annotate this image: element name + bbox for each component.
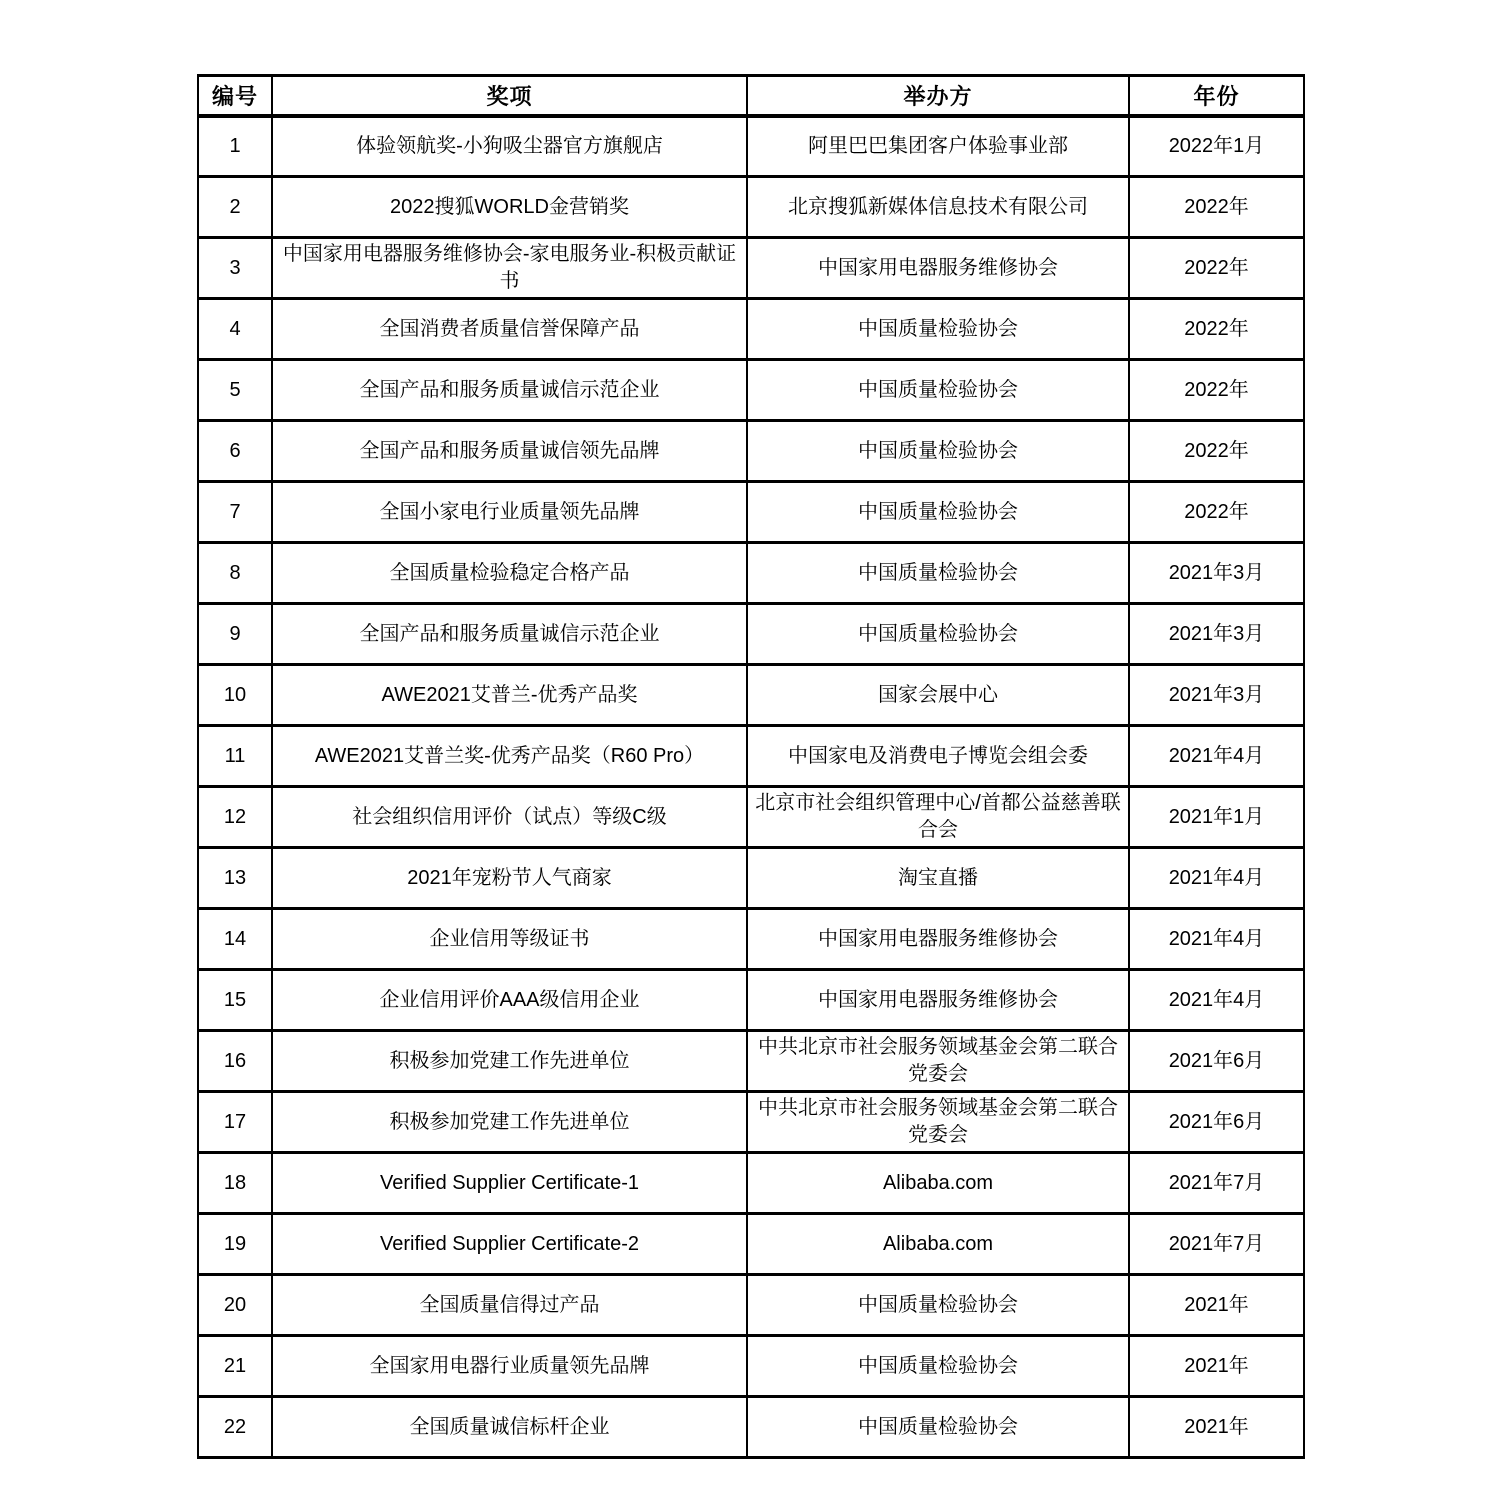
year-cell: 2022年 bbox=[1129, 360, 1304, 421]
award-cell: 积极参加党建工作先进单位 bbox=[272, 1092, 747, 1153]
row-number-cell: 13 bbox=[198, 848, 272, 909]
table-row bbox=[198, 1275, 1304, 1336]
row-number-cell: 16 bbox=[198, 1031, 272, 1092]
table-row bbox=[198, 1336, 1304, 1397]
table-row bbox=[198, 848, 1304, 909]
organizer-cell: 北京搜狐新媒体信息技术有限公司 bbox=[747, 177, 1129, 238]
award-cell: 全国消费者质量信誉保障产品 bbox=[272, 299, 747, 360]
organizer-cell: Alibaba.com bbox=[747, 1214, 1129, 1275]
award-cell: 全国产品和服务质量诚信示范企业 bbox=[272, 360, 747, 421]
year-cell: 2021年6月 bbox=[1129, 1092, 1304, 1153]
award-cell: AWE2021艾普兰奖-优秀产品奖（R60 Pro） bbox=[272, 726, 747, 787]
table-row bbox=[198, 177, 1304, 238]
row-number-cell: 20 bbox=[198, 1275, 272, 1336]
row-number-cell: 2 bbox=[198, 177, 272, 238]
header-row bbox=[198, 76, 1304, 116]
organizer-cell: 国家会展中心 bbox=[747, 665, 1129, 726]
table-row bbox=[198, 238, 1304, 299]
row-number-cell: 18 bbox=[198, 1153, 272, 1214]
table-row bbox=[198, 787, 1304, 848]
row-number-cell: 11 bbox=[198, 726, 272, 787]
award-cell: 积极参加党建工作先进单位 bbox=[272, 1031, 747, 1092]
year-cell: 2021年 bbox=[1129, 1275, 1304, 1336]
table-row bbox=[198, 421, 1304, 482]
table-row bbox=[198, 1031, 1304, 1092]
header-cell-award: 奖项 bbox=[272, 76, 747, 116]
row-number-cell: 10 bbox=[198, 665, 272, 726]
header-cell-organizer: 举办方 bbox=[747, 76, 1129, 116]
award-cell: AWE2021艾普兰-优秀产品奖 bbox=[272, 665, 747, 726]
award-cell: 企业信用评价AAA级信用企业 bbox=[272, 970, 747, 1031]
award-cell: 体验领航奖-小狗吸尘器官方旗舰店 bbox=[272, 116, 747, 177]
year-cell: 2022年1月 bbox=[1129, 116, 1304, 177]
award-cell: Verified Supplier Certificate-2 bbox=[272, 1214, 747, 1275]
award-cell: Verified Supplier Certificate-1 bbox=[272, 1153, 747, 1214]
table-row bbox=[198, 360, 1304, 421]
year-cell: 2021年4月 bbox=[1129, 848, 1304, 909]
table-row bbox=[198, 726, 1304, 787]
row-number-cell: 15 bbox=[198, 970, 272, 1031]
organizer-cell: 中国质量检验协会 bbox=[747, 1275, 1129, 1336]
organizer-cell: 中国质量检验协会 bbox=[747, 1336, 1129, 1397]
row-number-cell: 12 bbox=[198, 787, 272, 848]
award-cell: 全国质量诚信标杆企业 bbox=[272, 1397, 747, 1458]
row-number-cell: 7 bbox=[198, 482, 272, 543]
row-number-cell: 21 bbox=[198, 1336, 272, 1397]
year-cell: 2021年3月 bbox=[1129, 543, 1304, 604]
row-number-cell: 3 bbox=[198, 238, 272, 299]
table-row bbox=[198, 299, 1304, 360]
year-cell: 2021年7月 bbox=[1129, 1214, 1304, 1275]
year-cell: 2021年4月 bbox=[1129, 909, 1304, 970]
table-row bbox=[198, 665, 1304, 726]
row-number-cell: 22 bbox=[198, 1397, 272, 1458]
award-cell: 全国产品和服务质量诚信示范企业 bbox=[272, 604, 747, 665]
organizer-cell: 中国家用电器服务维修协会 bbox=[747, 238, 1129, 299]
row-number-cell: 9 bbox=[198, 604, 272, 665]
organizer-cell: 阿里巴巴集团客户体验事业部 bbox=[747, 116, 1129, 177]
award-cell: 全国产品和服务质量诚信领先品牌 bbox=[272, 421, 747, 482]
row-number-cell: 14 bbox=[198, 909, 272, 970]
row-number-cell: 19 bbox=[198, 1214, 272, 1275]
year-cell: 2021年1月 bbox=[1129, 787, 1304, 848]
table-row bbox=[198, 1397, 1304, 1458]
row-number-cell: 17 bbox=[198, 1092, 272, 1153]
awards-table bbox=[197, 74, 1305, 1459]
organizer-cell: 中国家用电器服务维修协会 bbox=[747, 970, 1129, 1031]
organizer-cell: 中国家用电器服务维修协会 bbox=[747, 909, 1129, 970]
row-number-cell: 8 bbox=[198, 543, 272, 604]
table-row bbox=[198, 604, 1304, 665]
year-cell: 2021年3月 bbox=[1129, 604, 1304, 665]
year-cell: 2022年 bbox=[1129, 238, 1304, 299]
table-row bbox=[198, 543, 1304, 604]
year-cell: 2022年 bbox=[1129, 177, 1304, 238]
organizer-cell: 中国质量检验协会 bbox=[747, 360, 1129, 421]
row-number-cell: 6 bbox=[198, 421, 272, 482]
year-cell: 2022年 bbox=[1129, 482, 1304, 543]
award-cell: 全国质量信得过产品 bbox=[272, 1275, 747, 1336]
year-cell: 2021年 bbox=[1129, 1397, 1304, 1458]
organizer-cell: 中国质量检验协会 bbox=[747, 604, 1129, 665]
organizer-cell: 中国质量检验协会 bbox=[747, 299, 1129, 360]
organizer-cell: 中共北京市社会服务领域基金会第二联合党委会 bbox=[747, 1031, 1129, 1092]
year-cell: 2021年6月 bbox=[1129, 1031, 1304, 1092]
year-cell: 2022年 bbox=[1129, 299, 1304, 360]
year-cell: 2021年4月 bbox=[1129, 726, 1304, 787]
award-cell: 企业信用等级证书 bbox=[272, 909, 747, 970]
table-row bbox=[198, 1092, 1304, 1153]
table-row bbox=[198, 970, 1304, 1031]
table-row bbox=[198, 482, 1304, 543]
table-row bbox=[198, 1153, 1304, 1214]
year-cell: 2022年 bbox=[1129, 421, 1304, 482]
organizer-cell: 淘宝直播 bbox=[747, 848, 1129, 909]
table-row bbox=[198, 909, 1304, 970]
organizer-cell: 中国质量检验协会 bbox=[747, 1397, 1129, 1458]
organizer-cell: 北京市社会组织管理中心/首都公益慈善联合会 bbox=[747, 787, 1129, 848]
award-cell: 2021年宠粉节人气商家 bbox=[272, 848, 747, 909]
organizer-cell: 中国质量检验协会 bbox=[747, 482, 1129, 543]
organizer-cell: 中国质量检验协会 bbox=[747, 543, 1129, 604]
row-number-cell: 1 bbox=[198, 116, 272, 177]
row-number-cell: 5 bbox=[198, 360, 272, 421]
organizer-cell: 中国家电及消费电子博览会组会委 bbox=[747, 726, 1129, 787]
award-cell: 全国家用电器行业质量领先品牌 bbox=[272, 1336, 747, 1397]
award-cell: 全国小家电行业质量领先品牌 bbox=[272, 482, 747, 543]
awards-table-body bbox=[198, 116, 1304, 1458]
year-cell: 2021年7月 bbox=[1129, 1153, 1304, 1214]
header-cell-number: 编号 bbox=[198, 76, 272, 116]
organizer-cell: 中国质量检验协会 bbox=[747, 421, 1129, 482]
table-row bbox=[198, 116, 1304, 177]
awards-table-header bbox=[198, 76, 1304, 116]
award-cell: 2022搜狐WORLD金营销奖 bbox=[272, 177, 747, 238]
year-cell: 2021年4月 bbox=[1129, 970, 1304, 1031]
award-cell: 社会组织信用评价（试点）等级C级 bbox=[272, 787, 747, 848]
header-cell-year: 年份 bbox=[1129, 76, 1304, 116]
row-number-cell: 4 bbox=[198, 299, 272, 360]
year-cell: 2021年 bbox=[1129, 1336, 1304, 1397]
award-cell: 中国家用电器服务维修协会-家电服务业-积极贡献证书 bbox=[272, 238, 747, 299]
year-cell: 2021年3月 bbox=[1129, 665, 1304, 726]
organizer-cell: 中共北京市社会服务领域基金会第二联合党委会 bbox=[747, 1092, 1129, 1153]
table-row bbox=[198, 1214, 1304, 1275]
award-cell: 全国质量检验稳定合格产品 bbox=[272, 543, 747, 604]
organizer-cell: Alibaba.com bbox=[747, 1153, 1129, 1214]
